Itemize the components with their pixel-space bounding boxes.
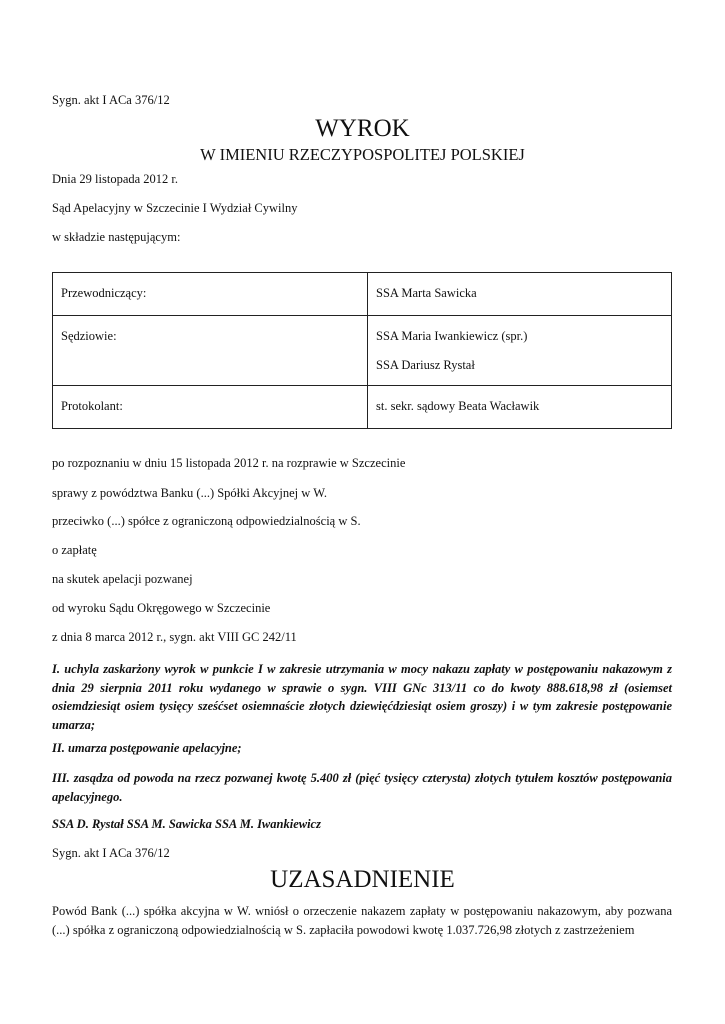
- case-line: przeciwko (...) spółce z ograniczoną odpowiedzialnością w S.: [52, 514, 361, 528]
- panel-name: st. sekr. sądowy Beata Wacławik: [368, 386, 672, 429]
- case-line: na skutek apelacji pozwanej: [52, 572, 193, 586]
- court-name: Sąd Apelacyjny w Szczecinie I Wydział Cywilny: [52, 201, 298, 215]
- table-row: [53, 273, 672, 316]
- verdict-point-3: III. zasądza od powoda na rzecz pozwanej kwotę 5.400 zł (pięć tysięcy czterysta) złotych tytułem kosztów postępowania apelacyjnego.: [52, 771, 672, 804]
- case-line: z dnia 8 marca 2012 r., sygn. akt VIII GC 242/11: [52, 630, 297, 644]
- composition-label: w składzie następującym:: [52, 230, 181, 244]
- justification-paragraph: Powód Bank (...) spółka akcyjna w W. wniósł o orzeczenie nakazem zapłaty w postępowaniu nakazowym, aby pozwana (...) spółka z ograniczoną odpowiedzialnością w S. zapłaciła powodowi kwotę 1.037.726,98 złotych z zastrzeżeniem: [52, 904, 672, 937]
- court-panel-table: [52, 272, 672, 429]
- panel-names-cell: [368, 316, 672, 386]
- judgment-subtitle: W IMIENIU RZECZYPOSPOLITEJ POLSKIEJ: [200, 145, 525, 164]
- case-line: sprawy z powództwa Banku (...) Spółki Akcyjnej w W.: [52, 486, 327, 500]
- case-line: po rozpoznaniu w dniu 15 listopada 2012 r. na rozprawie w Szczecinie: [52, 456, 406, 470]
- panel-name: SSA Marta Sawicka: [368, 273, 672, 316]
- verdict-point-2: II. umarza postępowanie apelacyjne;: [52, 741, 242, 755]
- case-line: o zapłatę: [52, 543, 97, 557]
- panel-role: Przewodniczący:: [53, 273, 368, 316]
- judgment-date: Dnia 29 listopada 2012 r.: [52, 172, 179, 186]
- case-reference: Sygn. akt I ACa 376/12: [52, 846, 170, 860]
- case-line: od wyroku Sądu Okręgowego w Szczecinie: [52, 601, 271, 615]
- panel-name: SSA Maria Iwankiewicz (spr.): [376, 329, 528, 343]
- panel-role: Protokolant:: [53, 386, 368, 429]
- table-row: [53, 316, 672, 386]
- judgment-title: WYROK: [315, 115, 410, 142]
- panel-name: SSA Dariusz Rystał: [376, 358, 475, 372]
- case-reference: Sygn. akt I ACa 376/12: [52, 93, 170, 107]
- verdict-point-1: I. uchyla zaskarżony wyrok w punkcie I w zakresie utrzymania w mocy nakazu zapłaty w postępowaniu nakazowym z dnia 29 sierpnia 2011 roku wydanego w sprawie o sygn. VIII GNc 313/11 co do kwoty 888.618,98 zł (osiemset osiemdziesiąt osiem tysięcy sześćset osiemnaście złotych dziewięćdziesiąt osiem groszy) i w tym zakresie postępowanie umarza;: [52, 662, 672, 732]
- justification-title: UZASADNIENIE: [270, 866, 455, 893]
- table-row: [53, 386, 672, 429]
- panel-role: Sędziowie:: [53, 316, 368, 386]
- judge-signatures: SSA D. Rystał SSA M. Sawicka SSA M. Iwankiewicz: [52, 817, 321, 831]
